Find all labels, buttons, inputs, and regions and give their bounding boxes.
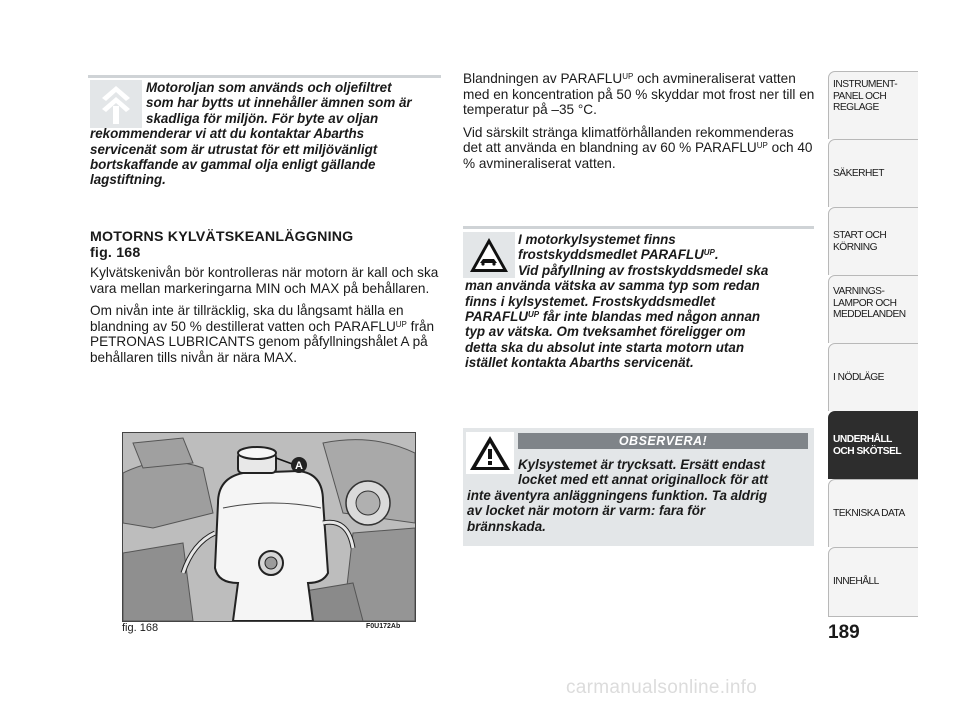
figure-code: F0U172Ab [366, 623, 401, 630]
section-heading-figref: fig. 168 [90, 245, 141, 261]
tab-start-och-korning[interactable]: START OCH KÖRNING [828, 207, 918, 275]
car-note-line: man använda vätska av samma typ som redan [465, 278, 760, 294]
warning-line: locket med ett annat originallock för att [518, 472, 769, 488]
warning-line: Kylsystemet är trycksatt. Ersätt endast [518, 457, 766, 472]
paragraph: Vid särskilt stränga klimatförhållanden rekommenderas det att använda en blandning av 60 % $PARAFLU^{UP}$ och 40 % avmineraliserat vatten. [463, 124, 813, 171]
car-note-line: istället kontakta Abarths servicenät. [465, 355, 694, 371]
tab-varningslampor[interactable]: VARNINGS- LAMPOR OCH MEDDELANDEN [828, 275, 918, 343]
env-note-line: servicenät som är utrustat för ett miljövänligt [90, 141, 378, 157]
car-note-line: I motorkylsystemet finns [518, 232, 676, 247]
tab-i-nodlage[interactable]: I NÖDLÄGE [828, 343, 918, 411]
tab-instrumentpanel[interactable]: INSTRUMENT- PANEL OCH REGLAGE [828, 71, 918, 139]
env-note-line: som har bytts ut innehåller ämnen som är [146, 95, 412, 111]
car-note-line: frostskyddsmedlet $PARAFLU^{UP}$. [518, 247, 719, 263]
car-note-line: finns i kylsystemet. Frostskyddsmedlet [465, 293, 716, 309]
car-note-line: Vid påfyllning av frostskyddsmedel ska [518, 262, 769, 278]
figure-caption: fig. 168 [122, 622, 159, 634]
warning-banner: OBSERVERA! [518, 433, 808, 449]
env-note-line: Motoroljan som används och oljefiltret [146, 80, 392, 95]
warning-line: brännskada. [467, 518, 546, 534]
top-rule-left [88, 75, 441, 78]
engine-bay-illustration [123, 433, 415, 621]
section-heading: MOTORNS KYLVÄTSKEANLÄGGNING [90, 229, 354, 245]
car-note-line: detta ska du absolut inte starta motorn utan [465, 339, 745, 355]
tab-innehall[interactable]: INNEHÅLL [828, 547, 918, 617]
warning-line: inte äventyra anläggningens funktion. Ta aldrig [467, 487, 768, 503]
tab-sakerhet[interactable]: SÄKERHET [828, 139, 918, 207]
page-number: 189 [828, 622, 860, 643]
paragraph: Blandningen av $PARAFLU^{UP}$ och avmineraliserat vatten med en koncentration på 50 % skyddar mot frost ner till en temperatur på –35 °C. [463, 71, 815, 117]
warning-text [467, 457, 813, 534]
callout-A: A [295, 460, 303, 472]
section-coolant [90, 229, 442, 372]
environment-note [90, 80, 446, 188]
tab-underhall-och-skotsel[interactable]: UNDERHÅLL OCH SKÖTSEL [828, 411, 918, 479]
car-note-line: $PARAFLU^{UP}$ får inte blandas med någon annan [465, 309, 761, 325]
paragraph: Om nivån inte är tillräcklig, ska du långsamt hälla en blandning av 50 % destillerat vatten och $PARAFLU^{UP}$ från PETRONAS LUBRICANTS genom påfyllningshålet A på behållaren tills nivån är nära MAX. [90, 303, 435, 365]
tab-tekniska-data[interactable]: TEKNISKA DATA [828, 479, 918, 547]
figure-168 [122, 432, 416, 622]
rule-right-note [463, 226, 814, 229]
watermark: carmanualsonline.info [566, 677, 758, 698]
env-note-line: rekommenderar vi att du kontaktar Abarths [90, 126, 365, 142]
warning-line: av locket när motorn är varm: fara för [467, 503, 706, 519]
car-note [465, 232, 817, 371]
env-note-line: lagstiftning. [90, 172, 166, 188]
paragraph: Kylvätskenivån bör kontrolleras när motorn är kall och ska vara mellan markeringarna MIN och MAX på behållaren. [90, 265, 439, 296]
right-column-text [463, 71, 815, 178]
car-note-line: typ av vätska. Om tveksamhet föreligger om [465, 324, 746, 340]
env-note-line: skadliga för miljön. För byte av oljan [146, 110, 379, 126]
env-note-line: bortskaffande av gammal olja enligt gällande [90, 157, 376, 173]
